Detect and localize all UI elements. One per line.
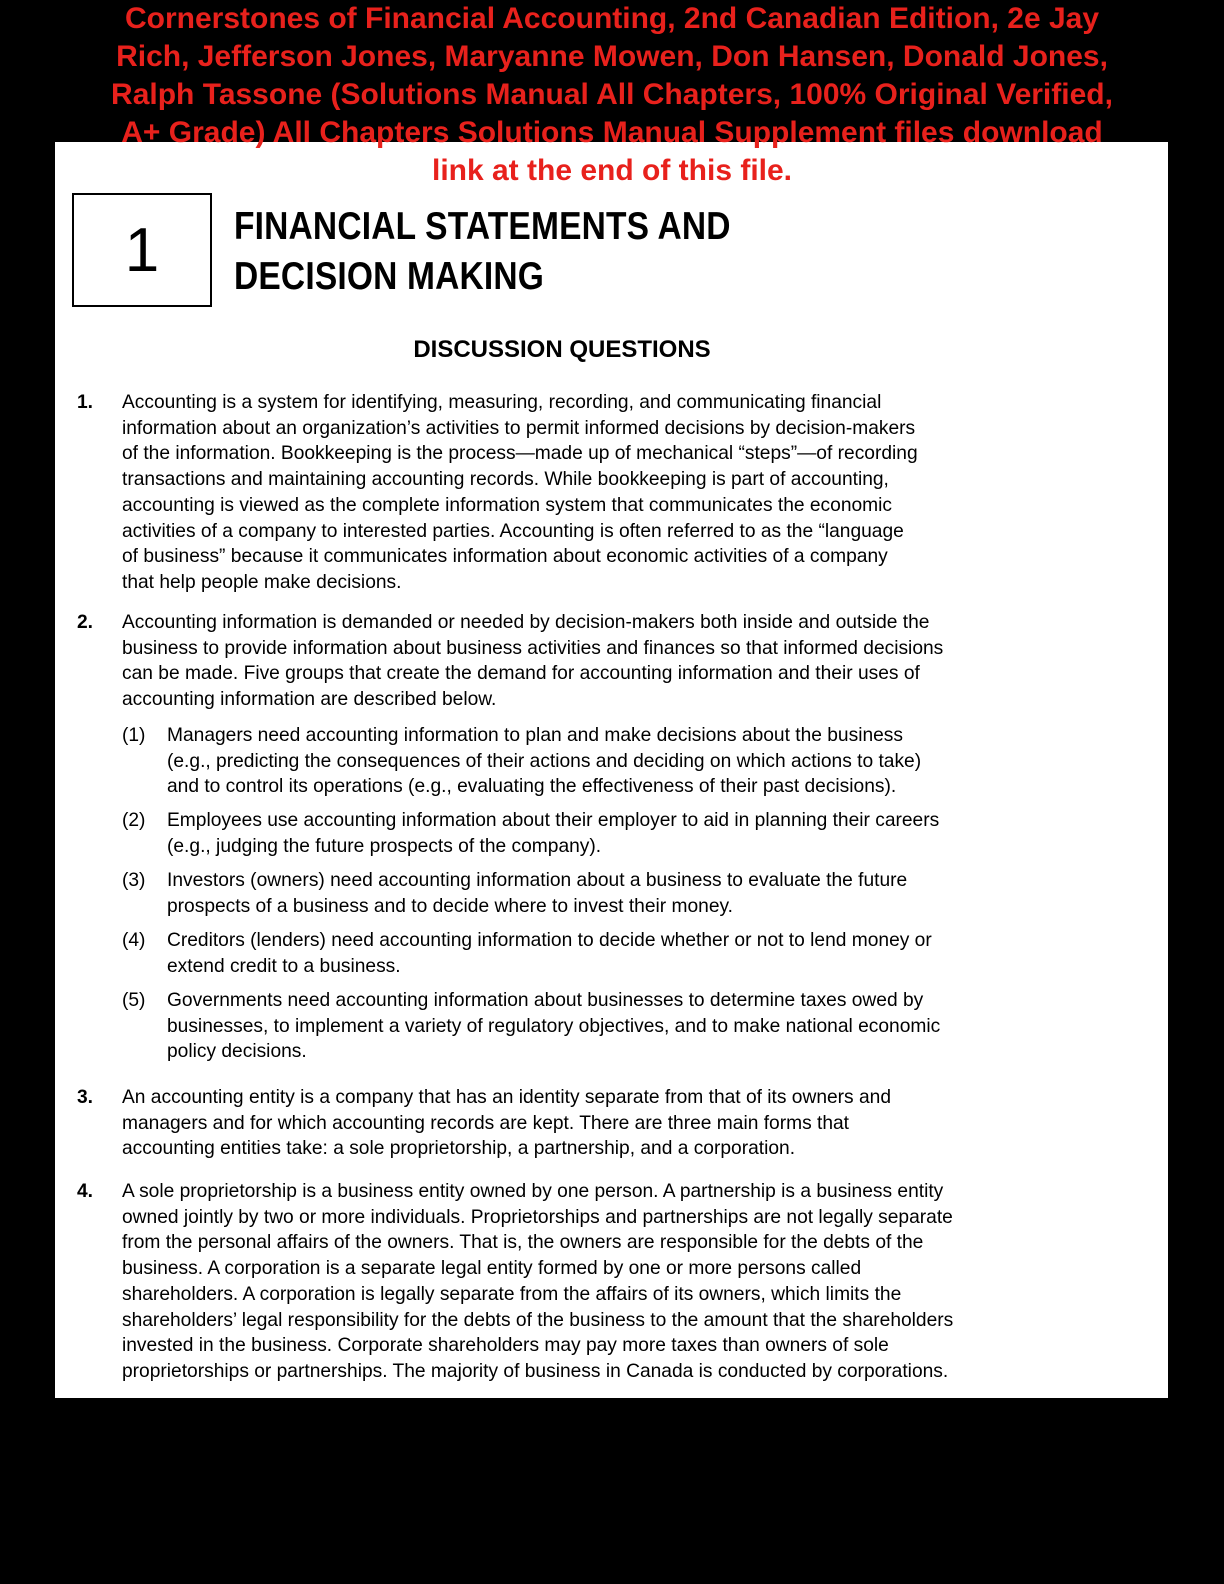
question-text	[122, 390, 1022, 596]
text-line: managers and for which accounting records are kept. There are three main forms that	[122, 1112, 850, 1134]
sub-item-number: (3)	[122, 870, 146, 891]
promo-banner	[0, 0, 1224, 190]
sub-item-number: (4)	[122, 930, 146, 951]
banner-line: link at the end of this file.	[431, 154, 793, 187]
text-line: business to provide information about business activities and finances so that informed decisions	[122, 637, 944, 659]
question-number: 2.	[77, 612, 94, 633]
chapter-number: 1	[124, 215, 160, 285]
text-line: shareholders’ legal responsibility for the debts of the business to the amount that the shareholders	[122, 1309, 954, 1331]
sub-item-text	[167, 723, 921, 800]
text-line: accounting is viewed as the complete information system that communicates the economic	[122, 494, 893, 516]
sub-item-text	[167, 928, 932, 979]
text-line: Creditors (lenders) need accounting information to decide whether or not to lend money or	[167, 930, 932, 951]
text-line: A sole proprietorship is a business entity owned by one person. A partnership is a business entity	[122, 1181, 944, 1202]
text-line: of the information. Bookkeeping is the process—made up of mechanical “steps”—of recording	[122, 443, 918, 465]
text-line: from the personal affairs of the owners. That is, the owners are responsible for the debts of the	[122, 1232, 924, 1254]
chapter-title	[234, 202, 731, 302]
text-line: and to control its operations (e.g., evaluating the effectiveness of their past decisions).	[167, 776, 897, 798]
text-line: An accounting entity is a company that has an identity separate from that of its owners and	[122, 1087, 891, 1108]
sub-item-text	[167, 988, 940, 1065]
text-line: (e.g., predicting the consequences of their actions and deciding on which actions to take)	[167, 750, 922, 772]
text-line: accounting entities take: a sole proprietorship, a partnership, and a corporation.	[122, 1138, 796, 1160]
sub-item-number: (5)	[122, 990, 146, 1011]
chapter-title-line: FINANCIAL STATEMENTS AND	[234, 205, 731, 248]
text-line: proprietorships or partnerships. The majority of business in Canada is conducted by corporations.	[122, 1360, 949, 1382]
question-number: 3.	[77, 1087, 94, 1108]
sub-item-number: (1)	[122, 725, 146, 746]
text-line: (e.g., judging the future prospects of the company).	[167, 835, 602, 857]
text-line: Employees use accounting information about their employer to aid in planning their careers	[167, 810, 940, 831]
sub-item-text	[167, 808, 939, 859]
chapter-title-line: DECISION MAKING	[234, 255, 545, 298]
question-text	[122, 1085, 1022, 1162]
text-line: transactions and maintaining accounting records. While bookkeeping is part of accounting,	[122, 469, 889, 491]
text-line: policy decisions.	[167, 1041, 307, 1063]
banner-line: Cornerstones of Financial Accounting, 2nd Canadian Edition, 2e Jay	[124, 2, 1100, 35]
text-line: accounting information are described below.	[122, 689, 497, 711]
banner-line: Ralph Tassone (Solutions Manual All Chapters, 100% Original Verified,	[111, 78, 1113, 111]
text-line: Governments need accounting information about businesses to determine taxes owed by	[167, 990, 924, 1011]
text-line: businesses, to implement a variety of regulatory objectives, and to make national economic	[167, 1015, 941, 1037]
sub-item-text	[167, 868, 907, 919]
text-line: business. A corporation is a separate legal entity formed by one or more persons called	[122, 1258, 862, 1280]
chapter-number-box	[72, 193, 212, 307]
banner-line: Rich, Jefferson Jones, Maryanne Mowen, Don Hansen, Donald Jones,	[116, 40, 1108, 73]
text-line: information about an organization’s activities to permit informed decisions by decision-makers	[122, 417, 916, 439]
text-line: prospects of a business and to decide where to invest their money.	[167, 895, 733, 917]
question-text	[122, 610, 1022, 713]
text-line: activities of a company to interested parties. Accounting is often referred to as the “language	[122, 520, 904, 542]
question-text	[122, 1179, 1022, 1385]
question-number: 1.	[77, 392, 94, 413]
text-line: Accounting information is demanded or needed by decision-makers both inside and outside the	[122, 612, 930, 633]
text-line: owned jointly by two or more individuals. Proprietorships and partnerships are not legally separate	[122, 1206, 953, 1228]
text-line: that help people make decisions.	[122, 571, 402, 593]
text-line: extend credit to a business.	[167, 955, 401, 977]
question-number: 4.	[77, 1181, 94, 1202]
text-line: shareholders. A corporation is legally separate from the affairs of its owners, which limits the	[122, 1283, 902, 1305]
text-line: Accounting is a system for identifying, measuring, recording, and communicating financial	[122, 392, 882, 413]
text-line: of business” because it communicates information about economic activities of a company	[122, 546, 888, 568]
text-line: Investors (owners) need accounting information about a business to evaluate the future	[167, 870, 908, 891]
text-line: invested in the business. Corporate shareholders may pay more taxes than owners of sole	[122, 1335, 889, 1357]
text-line: can be made. Five groups that create the demand for accounting information and their uses of	[122, 663, 920, 685]
sub-item-number: (2)	[122, 810, 146, 831]
section-heading: DISCUSSION QUESTIONS	[413, 336, 711, 363]
text-line: Managers need accounting information to plan and make decisions about the business	[167, 725, 903, 746]
banner-line: A+ Grade) All Chapters Solutions Manual Supplement files download	[121, 116, 1103, 149]
